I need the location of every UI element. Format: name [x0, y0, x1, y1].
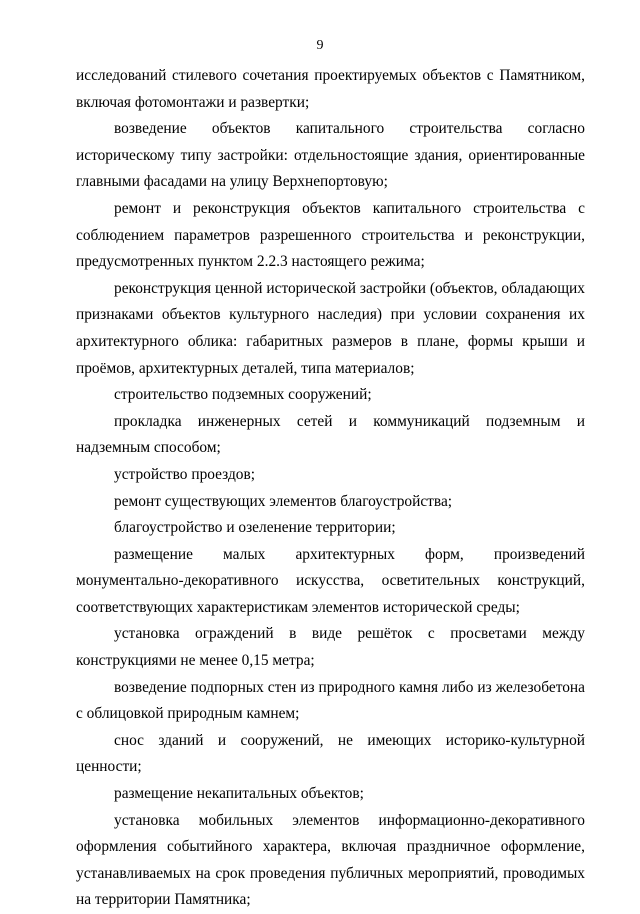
paragraph-7: устройство проездов;: [114, 465, 256, 483]
paragraph-13: снос зданий и сооружений, не имеющих историко-культурной ценности;: [76, 731, 585, 776]
paragraph-6: прокладка инженерных сетей и коммуникаций подземным и надземным способом;: [76, 412, 585, 457]
paragraph-12: возведение подпорных стен из природного камня либо из железобетона с облицовкой природным камнем;: [76, 678, 585, 723]
paragraph-1: исследований стилевого сочетания проектируемых объектов с Памятником, включая фотомонтажи и развертки;: [76, 67, 585, 111]
paragraph-2: возведение объектов капитального строительства согласно историческому типу застройки: отдельностоящие здания, ориентированные главными фасадами на улицу Верхнепортовую;: [76, 120, 585, 191]
document-body: [76, 63, 585, 914]
paragraph-15: установка мобильных элементов информационно-декоративного оформления событийного характера, включая праздничное оформление, устанавливаемых на срок проведения публичных мероприятий, проводимых на территории Памятника;: [76, 811, 585, 909]
paragraph-4: реконструкция ценной исторической застройки (объектов, обладающих признаками объектов культурного наследия) при условии сохранения их архитектурного облика: габаритных размеров в плане, формы крыши и проёмов, архитектурных деталей, типа материалов;: [76, 279, 585, 377]
page-number: 9: [316, 38, 324, 53]
paragraph-14: размещение некапитальных объектов;: [114, 785, 364, 803]
paragraph-10: размещение малых архитектурных форм, произведений монументально-декоративного искусства, осветительных конструкций, соответствующих характеристикам элементов исторической среды;: [76, 545, 585, 616]
paragraph-11: установка ограждений в виде решёток с просветами между конструкциями не менее 0,15 метра;: [76, 625, 585, 670]
paragraph-5: строительство подземных сооружений;: [114, 386, 372, 404]
paragraph-9: благоустройство и озеленение территории;: [114, 519, 396, 537]
paragraph-8: ремонт существующих элементов благоустройства;: [114, 492, 453, 510]
paragraph-3: ремонт и реконструкция объектов капитального строительства с соблюдением параметров разрешенного строительства и реконструкции, предусмотренных пунктом 2.2.3 настоящего режима;: [76, 199, 585, 271]
